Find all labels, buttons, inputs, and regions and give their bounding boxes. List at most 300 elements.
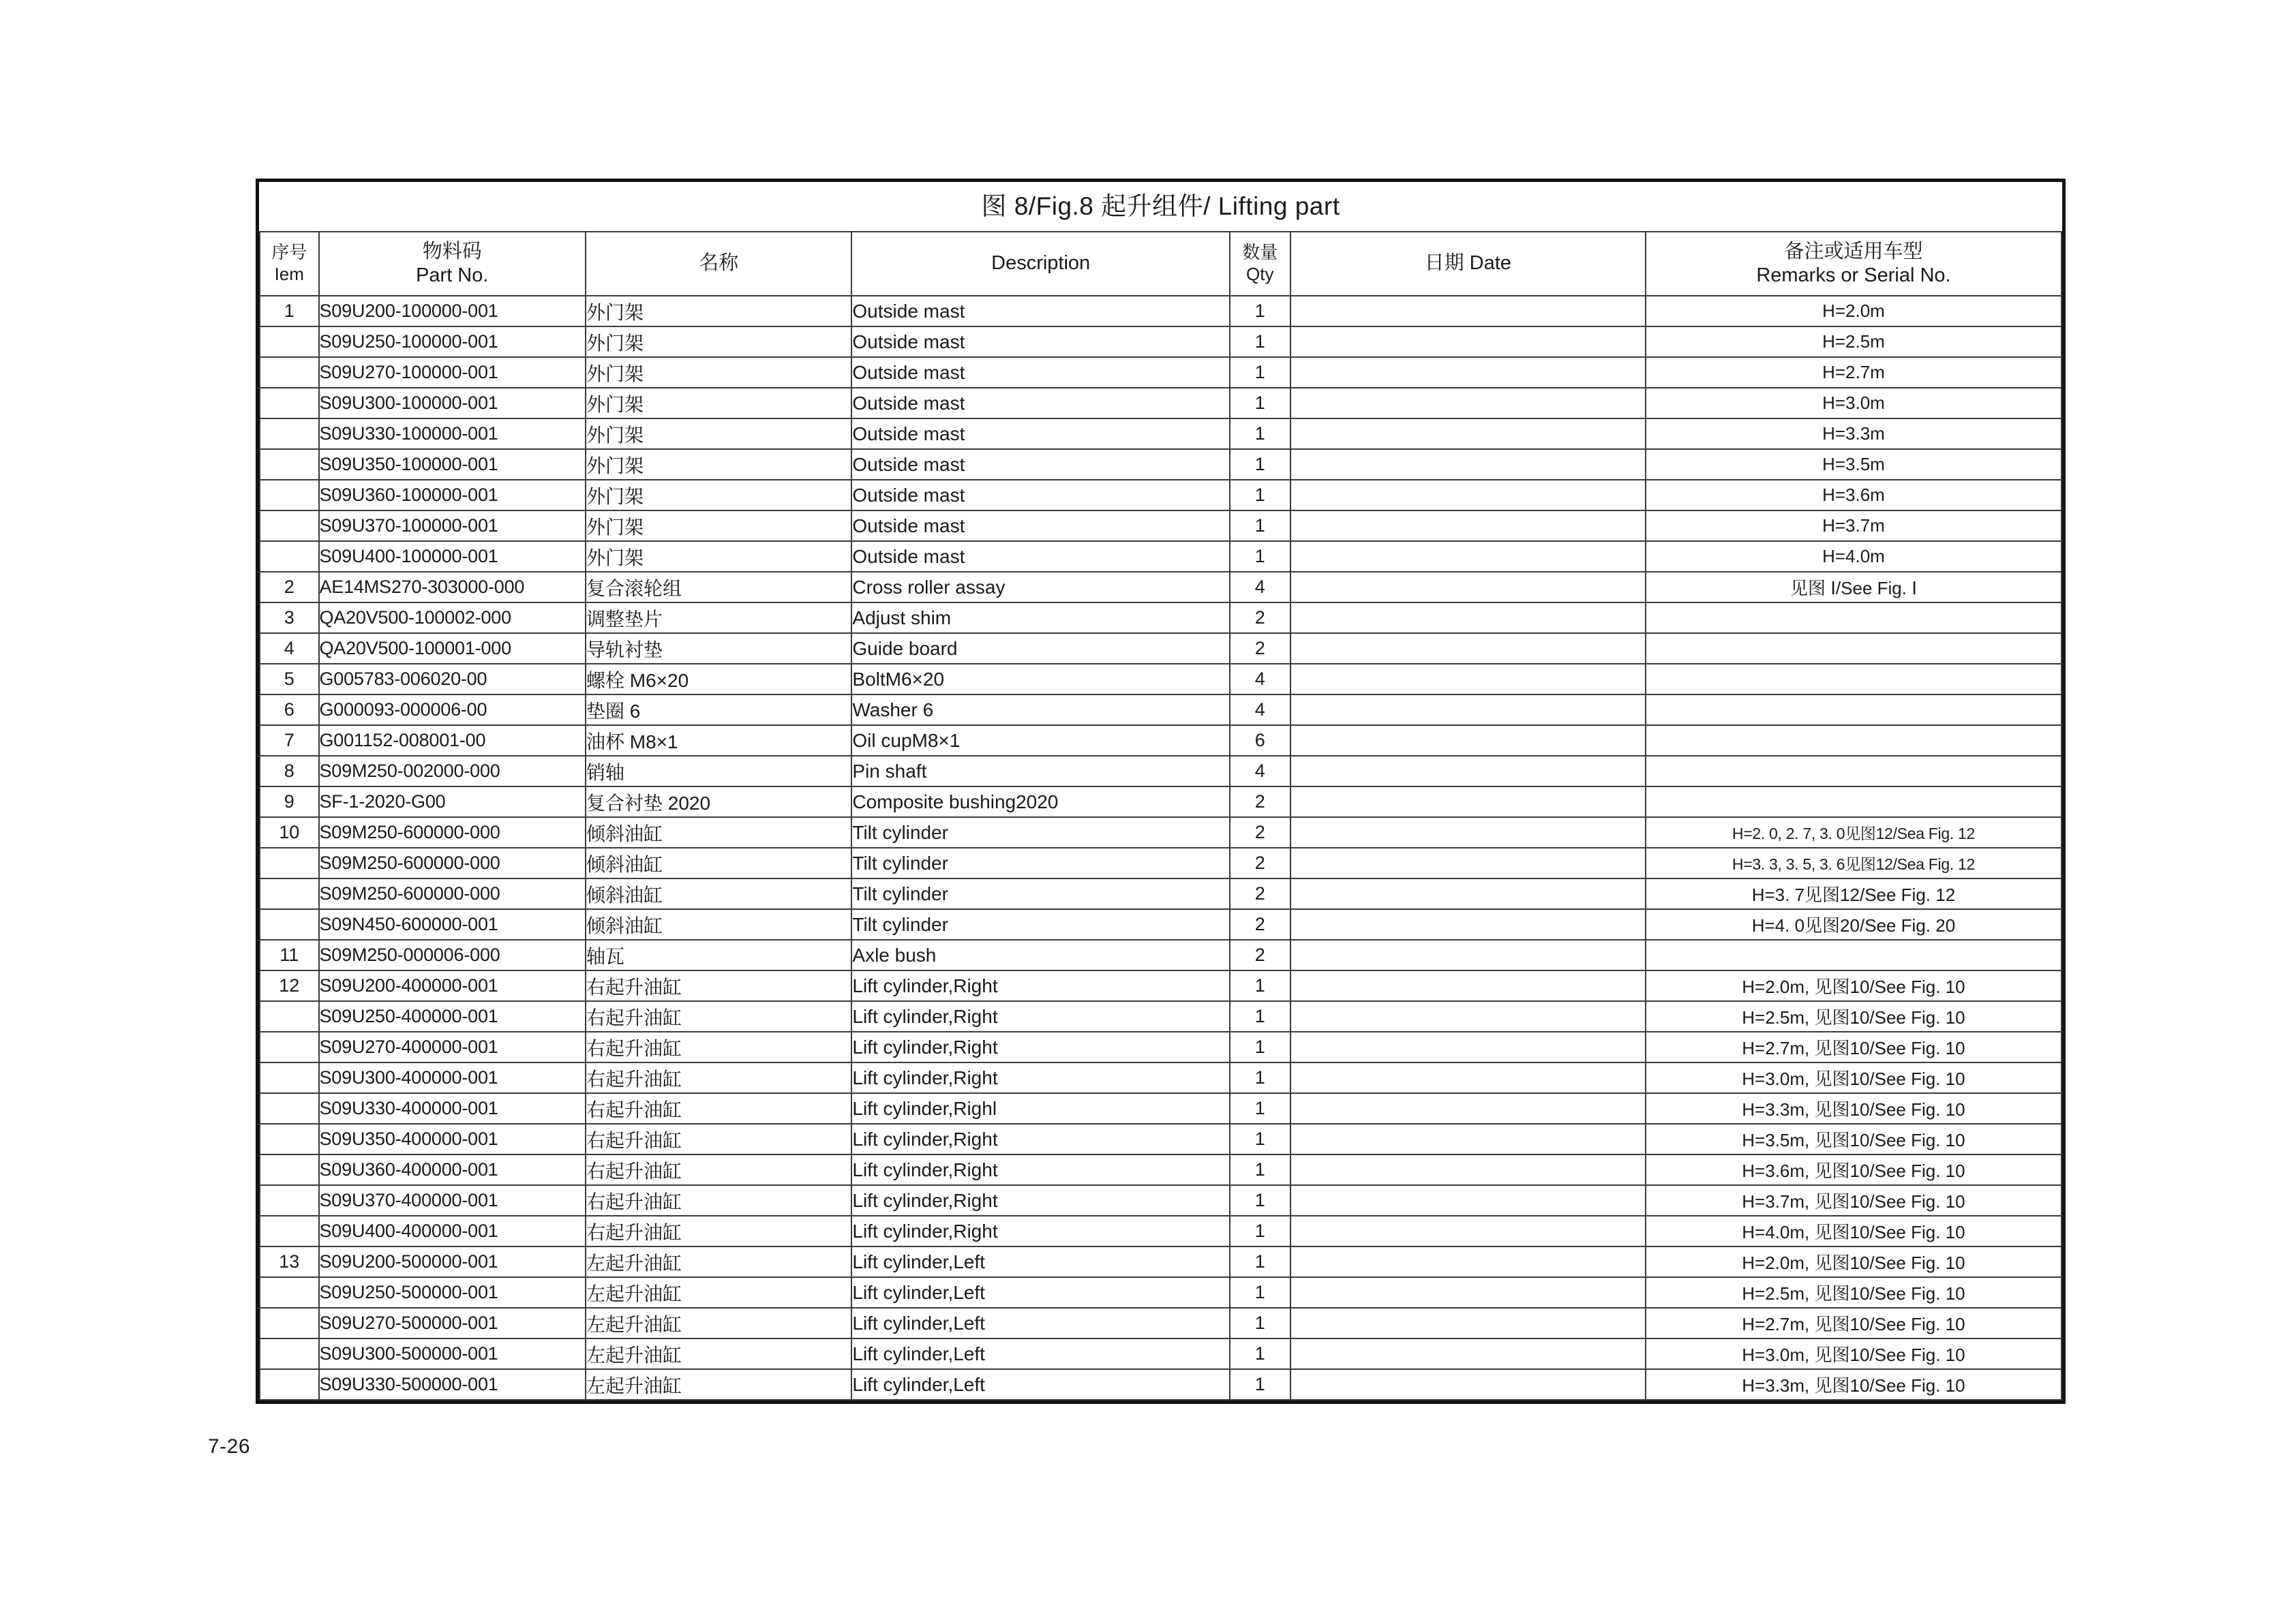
cell-item: 8 xyxy=(260,756,319,786)
cell-description: Lift cylinder,Left xyxy=(851,1308,1230,1338)
cell-remarks: H=2.0m xyxy=(1646,296,2061,326)
cell-description: Oil cupM8×1 xyxy=(851,725,1230,756)
cell-date xyxy=(1290,1216,1646,1246)
cell-item xyxy=(260,878,319,909)
cell-part-no: S09U400-400000-001 xyxy=(319,1216,586,1246)
cell-date xyxy=(1290,786,1646,817)
cell-description: Outside mast xyxy=(851,418,1230,449)
cell-description: Outside mast xyxy=(851,510,1230,541)
cell-description: BoltM6×20 xyxy=(851,664,1230,694)
cell-item: 10 xyxy=(260,817,319,848)
cell-name: 外门架 xyxy=(586,357,851,388)
table-row xyxy=(260,786,2061,817)
cell-remarks xyxy=(1646,664,2061,694)
cell-qty: 1 xyxy=(1230,1062,1290,1093)
table-row xyxy=(260,572,2061,602)
cell-part-no: AE14MS270-303000-000 xyxy=(319,572,586,602)
cell-date xyxy=(1290,1093,1646,1124)
cell-qty: 1 xyxy=(1230,1032,1290,1062)
cell-part-no: S09U360-100000-001 xyxy=(319,480,586,510)
column-header-name-cn: 名称 xyxy=(699,252,739,275)
table-row xyxy=(260,1308,2061,1338)
table-row xyxy=(260,848,2061,878)
cell-date xyxy=(1290,326,1646,357)
cell-qty: 1 xyxy=(1230,418,1290,449)
cell-part-no: S09U370-400000-001 xyxy=(319,1185,586,1216)
cell-remarks: H=4. 0见图20/See Fig. 20 xyxy=(1646,909,2061,940)
cell-date xyxy=(1290,1154,1646,1185)
cell-qty: 4 xyxy=(1230,664,1290,694)
cell-date xyxy=(1290,1032,1646,1062)
table-row xyxy=(260,694,2061,725)
cell-item xyxy=(260,848,319,878)
cell-item xyxy=(260,1185,319,1216)
cell-part-no: S09U300-500000-001 xyxy=(319,1338,586,1369)
cell-remarks: H=4.0m, 见图10/See Fig. 10 xyxy=(1646,1216,2061,1246)
cell-part-no: S09U270-400000-001 xyxy=(319,1032,586,1062)
cell-part-no: S09U350-100000-001 xyxy=(319,449,586,480)
cell-date xyxy=(1290,633,1646,664)
cell-item xyxy=(260,418,319,449)
cell-qty: 6 xyxy=(1230,725,1290,756)
cell-part-no: G000093-000006-00 xyxy=(319,694,586,725)
table-row xyxy=(260,940,2061,970)
cell-name: 左起升油缸 xyxy=(586,1338,851,1369)
cell-remarks xyxy=(1646,694,2061,725)
cell-name: 倾斜油缸 xyxy=(586,848,851,878)
cell-date xyxy=(1290,388,1646,418)
cell-description: Outside mast xyxy=(851,541,1230,572)
cell-name: 右起升油缸 xyxy=(586,1154,851,1185)
cell-item: 3 xyxy=(260,602,319,633)
cell-item xyxy=(260,541,319,572)
cell-name: 螺栓 M6×20 xyxy=(586,664,851,694)
cell-name: 垫圈 6 xyxy=(586,694,851,725)
table-row xyxy=(260,602,2061,633)
table-row xyxy=(260,1246,2061,1277)
cell-description: Tilt cylinder xyxy=(851,848,1230,878)
table-row xyxy=(260,1062,2061,1093)
cell-name: 左起升油缸 xyxy=(586,1277,851,1308)
cell-item xyxy=(260,449,319,480)
cell-qty: 1 xyxy=(1230,449,1290,480)
cell-qty: 1 xyxy=(1230,1308,1290,1338)
cell-description: Lift cylinder,Left xyxy=(851,1277,1230,1308)
cell-qty: 1 xyxy=(1230,326,1290,357)
parts-table xyxy=(259,182,2062,1401)
cell-name: 左起升油缸 xyxy=(586,1369,851,1400)
cell-item xyxy=(260,1062,319,1093)
table-row xyxy=(260,725,2061,756)
cell-part-no: S09U300-400000-001 xyxy=(319,1062,586,1093)
cell-name: 销轴 xyxy=(586,756,851,786)
cell-part-no: S09U200-500000-001 xyxy=(319,1246,586,1277)
cell-date xyxy=(1290,541,1646,572)
cell-date xyxy=(1290,1185,1646,1216)
cell-date xyxy=(1290,357,1646,388)
cell-description: Outside mast xyxy=(851,296,1230,326)
cell-description: Lift cylinder,Right xyxy=(851,1124,1230,1154)
cell-qty: 1 xyxy=(1230,1154,1290,1185)
table-row xyxy=(260,418,2061,449)
cell-date xyxy=(1290,694,1646,725)
cell-part-no: S09U400-100000-001 xyxy=(319,541,586,572)
cell-qty: 1 xyxy=(1230,541,1290,572)
cell-date xyxy=(1290,480,1646,510)
cell-date xyxy=(1290,817,1646,848)
cell-description: Outside mast xyxy=(851,326,1230,357)
table-row xyxy=(260,510,2061,541)
cell-item: 2 xyxy=(260,572,319,602)
cell-qty: 1 xyxy=(1230,388,1290,418)
cell-date xyxy=(1290,602,1646,633)
cell-item xyxy=(260,480,319,510)
cell-remarks: H=2.0m, 见图10/See Fig. 10 xyxy=(1646,1246,2061,1277)
cell-item xyxy=(260,357,319,388)
cell-name: 复合衬垫 2020 xyxy=(586,786,851,817)
cell-item xyxy=(260,1154,319,1185)
cell-qty: 2 xyxy=(1230,940,1290,970)
cell-remarks: H=3. 7见图12/See Fig. 12 xyxy=(1646,878,2061,909)
cell-qty: 1 xyxy=(1230,1124,1290,1154)
column-header-item-en: Iem xyxy=(274,264,304,284)
cell-part-no: QA20V500-100002-000 xyxy=(319,602,586,633)
cell-date xyxy=(1290,1001,1646,1032)
cell-part-no: S09U200-400000-001 xyxy=(319,970,586,1001)
table-row xyxy=(260,756,2061,786)
cell-remarks: 见图 Ⅰ/See Fig. Ⅰ xyxy=(1646,572,2061,602)
cell-remarks: H=3.6m xyxy=(1646,480,2061,510)
cell-remarks xyxy=(1646,602,2061,633)
cell-name: 倾斜油缸 xyxy=(586,909,851,940)
table-body xyxy=(260,296,2061,1400)
cell-item xyxy=(260,1216,319,1246)
cell-qty: 1 xyxy=(1230,970,1290,1001)
cell-part-no: S09M250-600000-000 xyxy=(319,878,586,909)
cell-part-no: S09U330-500000-001 xyxy=(319,1369,586,1400)
column-header-part-no-cn: 物料码 xyxy=(422,240,482,262)
cell-item xyxy=(260,1032,319,1062)
cell-description: Outside mast xyxy=(851,388,1230,418)
cell-date xyxy=(1290,296,1646,326)
cell-name: 油杯 M8×1 xyxy=(586,725,851,756)
cell-name: 右起升油缸 xyxy=(586,970,851,1001)
cell-qty: 1 xyxy=(1230,1001,1290,1032)
cell-part-no: S09N450-600000-001 xyxy=(319,909,586,940)
cell-item: 13 xyxy=(260,1246,319,1277)
cell-name: 倾斜油缸 xyxy=(586,817,851,848)
cell-description: Lift cylinder,Right xyxy=(851,970,1230,1001)
cell-part-no: SF-1-2020-G00 xyxy=(319,786,586,817)
cell-remarks: H=2.5m, 见图10/See Fig. 10 xyxy=(1646,1277,2061,1308)
cell-part-no: S09M250-002000-000 xyxy=(319,756,586,786)
cell-name: 倾斜油缸 xyxy=(586,878,851,909)
cell-remarks: H=3.5m, 见图10/See Fig. 10 xyxy=(1646,1124,2061,1154)
cell-date xyxy=(1290,756,1646,786)
cell-remarks: H=3. 3, 3. 5, 3. 6见图12/Sea Fig. 12 xyxy=(1646,848,2061,878)
cell-remarks: H=2.5m, 见图10/See Fig. 10 xyxy=(1646,1001,2061,1032)
cell-date xyxy=(1290,1308,1646,1338)
cell-description: Outside mast xyxy=(851,480,1230,510)
table-row xyxy=(260,449,2061,480)
cell-description: Lift cylinder,Righl xyxy=(851,1093,1230,1124)
cell-qty: 1 xyxy=(1230,1185,1290,1216)
table-row xyxy=(260,1001,2061,1032)
cell-qty: 4 xyxy=(1230,694,1290,725)
cell-qty: 1 xyxy=(1230,1246,1290,1277)
cell-date xyxy=(1290,1124,1646,1154)
cell-date xyxy=(1290,878,1646,909)
cell-date xyxy=(1290,1338,1646,1369)
cell-part-no: S09U250-500000-001 xyxy=(319,1277,586,1308)
table-row xyxy=(260,1154,2061,1185)
table-row xyxy=(260,326,2061,357)
column-header-qty-cn: 数量 xyxy=(1242,242,1278,263)
cell-date xyxy=(1290,418,1646,449)
column-header-part-no-en: Part No. xyxy=(416,264,489,286)
cell-remarks: H=3.3m, 见图10/See Fig. 10 xyxy=(1646,1093,2061,1124)
cell-name: 导轨衬垫 xyxy=(586,633,851,664)
cell-item: 1 xyxy=(260,296,319,326)
cell-name: 右起升油缸 xyxy=(586,1216,851,1246)
cell-qty: 1 xyxy=(1230,1093,1290,1124)
column-header-date-label: 日期 Date xyxy=(1424,252,1511,275)
cell-part-no: S09U370-100000-001 xyxy=(319,510,586,541)
cell-name: 右起升油缸 xyxy=(586,1001,851,1032)
column-header-remarks xyxy=(1646,232,2061,296)
cell-description: Tilt cylinder xyxy=(851,909,1230,940)
cell-qty: 1 xyxy=(1230,1216,1290,1246)
column-header-remarks-en: Remarks or Serial No. xyxy=(1756,264,1951,286)
table-row xyxy=(260,1369,2061,1400)
column-header-description xyxy=(851,232,1230,296)
cell-item: 7 xyxy=(260,725,319,756)
table-row xyxy=(260,970,2061,1001)
cell-part-no: S09M250-600000-000 xyxy=(319,848,586,878)
cell-description: Outside mast xyxy=(851,357,1230,388)
cell-description: Tilt cylinder xyxy=(851,817,1230,848)
cell-qty: 1 xyxy=(1230,1277,1290,1308)
table-row xyxy=(260,1032,2061,1062)
cell-item: 4 xyxy=(260,633,319,664)
cell-qty: 2 xyxy=(1230,878,1290,909)
cell-remarks: H=2.5m xyxy=(1646,326,2061,357)
cell-qty: 2 xyxy=(1230,633,1290,664)
column-header-qty xyxy=(1230,232,1290,296)
cell-description: Axle bush xyxy=(851,940,1230,970)
cell-name: 外门架 xyxy=(586,510,851,541)
cell-remarks: H=2.7m, 见图10/See Fig. 10 xyxy=(1646,1308,2061,1338)
cell-part-no: S09M250-600000-000 xyxy=(319,817,586,848)
cell-date xyxy=(1290,1062,1646,1093)
cell-part-no: S09U330-100000-001 xyxy=(319,418,586,449)
cell-name: 轴瓦 xyxy=(586,940,851,970)
cell-item: 12 xyxy=(260,970,319,1001)
cell-date xyxy=(1290,1277,1646,1308)
cell-qty: 2 xyxy=(1230,786,1290,817)
cell-description: Lift cylinder,Right xyxy=(851,1032,1230,1062)
cell-item xyxy=(260,1001,319,1032)
cell-date xyxy=(1290,940,1646,970)
cell-qty: 2 xyxy=(1230,848,1290,878)
cell-item xyxy=(260,388,319,418)
cell-name: 外门架 xyxy=(586,418,851,449)
cell-description: Lift cylinder,Left xyxy=(851,1246,1230,1277)
column-header-description-en: Description xyxy=(991,252,1091,275)
cell-part-no: G001152-008001-00 xyxy=(319,725,586,756)
cell-item xyxy=(260,909,319,940)
cell-description: Lift cylinder,Right xyxy=(851,1216,1230,1246)
page-number: 7-26 xyxy=(208,1435,251,1458)
cell-description: Pin shaft xyxy=(851,756,1230,786)
cell-name: 调整垫片 xyxy=(586,602,851,633)
cell-item xyxy=(260,1124,319,1154)
cell-qty: 2 xyxy=(1230,817,1290,848)
cell-name: 左起升油缸 xyxy=(586,1246,851,1277)
cell-description: Washer 6 xyxy=(851,694,1230,725)
table-row xyxy=(260,1216,2061,1246)
column-header-name xyxy=(586,232,851,296)
cell-qty: 4 xyxy=(1230,756,1290,786)
column-header-item xyxy=(260,232,319,296)
cell-date xyxy=(1290,970,1646,1001)
table-row xyxy=(260,664,2061,694)
table-row xyxy=(260,296,2061,326)
cell-description: Cross roller assay xyxy=(851,572,1230,602)
cell-part-no: S09U350-400000-001 xyxy=(319,1124,586,1154)
cell-remarks xyxy=(1646,940,2061,970)
cell-description: Composite bushing2020 xyxy=(851,786,1230,817)
cell-item: 5 xyxy=(260,664,319,694)
cell-item xyxy=(260,1338,319,1369)
table-row xyxy=(260,817,2061,848)
cell-part-no: S09U270-100000-001 xyxy=(319,357,586,388)
cell-item xyxy=(260,1277,319,1308)
cell-qty: 1 xyxy=(1230,1338,1290,1369)
cell-qty: 1 xyxy=(1230,1369,1290,1400)
cell-name: 外门架 xyxy=(586,449,851,480)
table-row xyxy=(260,878,2061,909)
cell-name: 复合滚轮组 xyxy=(586,572,851,602)
table-row xyxy=(260,1338,2061,1369)
cell-part-no: QA20V500-100001-000 xyxy=(319,633,586,664)
cell-description: Tilt cylinder xyxy=(851,878,1230,909)
cell-date xyxy=(1290,1369,1646,1400)
cell-part-no: S09U300-100000-001 xyxy=(319,388,586,418)
cell-name: 外门架 xyxy=(586,480,851,510)
cell-date xyxy=(1290,449,1646,480)
cell-description: Guide board xyxy=(851,633,1230,664)
column-header-item-cn: 序号 xyxy=(271,242,307,263)
cell-remarks xyxy=(1646,786,2061,817)
cell-remarks: H=2.7m, 见图10/See Fig. 10 xyxy=(1646,1032,2061,1062)
cell-item: 9 xyxy=(260,786,319,817)
cell-date xyxy=(1290,909,1646,940)
cell-remarks: H=3.0m xyxy=(1646,388,2061,418)
table-row xyxy=(260,1277,2061,1308)
cell-qty: 2 xyxy=(1230,602,1290,633)
cell-remarks: H=3.6m, 见图10/See Fig. 10 xyxy=(1646,1154,2061,1185)
column-header-date xyxy=(1290,232,1646,296)
cell-remarks: H=3.0m, 见图10/See Fig. 10 xyxy=(1646,1062,2061,1093)
table-row xyxy=(260,909,2061,940)
cell-remarks: H=3.0m, 见图10/See Fig. 10 xyxy=(1646,1338,2061,1369)
table-row xyxy=(260,1093,2061,1124)
cell-description: Outside mast xyxy=(851,449,1230,480)
cell-part-no: S09U250-100000-001 xyxy=(319,326,586,357)
cell-qty: 1 xyxy=(1230,480,1290,510)
cell-name: 右起升油缸 xyxy=(586,1093,851,1124)
cell-part-no: S09U200-100000-001 xyxy=(319,296,586,326)
cell-name: 右起升油缸 xyxy=(586,1062,851,1093)
cell-description: Lift cylinder,Right xyxy=(851,1185,1230,1216)
table-head xyxy=(260,182,2061,296)
cell-part-no: S09U330-400000-001 xyxy=(319,1093,586,1124)
column-header-part-no xyxy=(319,232,586,296)
table-row xyxy=(260,357,2061,388)
cell-name: 外门架 xyxy=(586,388,851,418)
cell-remarks: H=3.3m xyxy=(1646,418,2061,449)
cell-qty: 2 xyxy=(1230,909,1290,940)
cell-remarks: H=2.0m, 见图10/See Fig. 10 xyxy=(1646,970,2061,1001)
cell-name: 右起升油缸 xyxy=(586,1124,851,1154)
cell-item xyxy=(260,510,319,541)
table-row xyxy=(260,480,2061,510)
cell-description: Lift cylinder,Left xyxy=(851,1369,1230,1400)
cell-name: 右起升油缸 xyxy=(586,1185,851,1216)
cell-remarks: H=3.5m xyxy=(1646,449,2061,480)
cell-date xyxy=(1290,510,1646,541)
cell-remarks xyxy=(1646,725,2061,756)
cell-part-no: S09M250-000006-000 xyxy=(319,940,586,970)
cell-date xyxy=(1290,1246,1646,1277)
cell-date xyxy=(1290,572,1646,602)
table-title-row xyxy=(260,182,2061,232)
parts-table-container xyxy=(256,179,2066,1404)
table-row xyxy=(260,633,2061,664)
cell-remarks: H=2.7m xyxy=(1646,357,2061,388)
cell-remarks: H=3.7m, 见图10/See Fig. 10 xyxy=(1646,1185,2061,1216)
table-row xyxy=(260,1124,2061,1154)
cell-name: 外门架 xyxy=(586,541,851,572)
cell-description: Lift cylinder,Right xyxy=(851,1062,1230,1093)
cell-item xyxy=(260,1093,319,1124)
cell-date xyxy=(1290,664,1646,694)
cell-date xyxy=(1290,848,1646,878)
cell-item: 6 xyxy=(260,694,319,725)
cell-date xyxy=(1290,725,1646,756)
table-header-row xyxy=(260,232,2061,296)
column-header-remarks-cn: 备注或适用车型 xyxy=(1784,240,1923,262)
table-row xyxy=(260,388,2061,418)
cell-description: Lift cylinder,Right xyxy=(851,1001,1230,1032)
cell-remarks: H=3.3m, 见图10/See Fig. 10 xyxy=(1646,1369,2061,1400)
cell-description: Lift cylinder,Left xyxy=(851,1338,1230,1369)
cell-remarks xyxy=(1646,756,2061,786)
table-row xyxy=(260,1185,2061,1216)
cell-qty: 1 xyxy=(1230,357,1290,388)
cell-name: 外门架 xyxy=(586,296,851,326)
cell-name: 右起升油缸 xyxy=(586,1032,851,1062)
cell-remarks: H=3.7m xyxy=(1646,510,2061,541)
cell-qty: 1 xyxy=(1230,296,1290,326)
column-header-qty-en: Qty xyxy=(1246,264,1274,284)
cell-description: Lift cylinder,Right xyxy=(851,1154,1230,1185)
cell-remarks xyxy=(1646,633,2061,664)
cell-item xyxy=(260,326,319,357)
cell-part-no: S09U250-400000-001 xyxy=(319,1001,586,1032)
cell-name: 外门架 xyxy=(586,326,851,357)
